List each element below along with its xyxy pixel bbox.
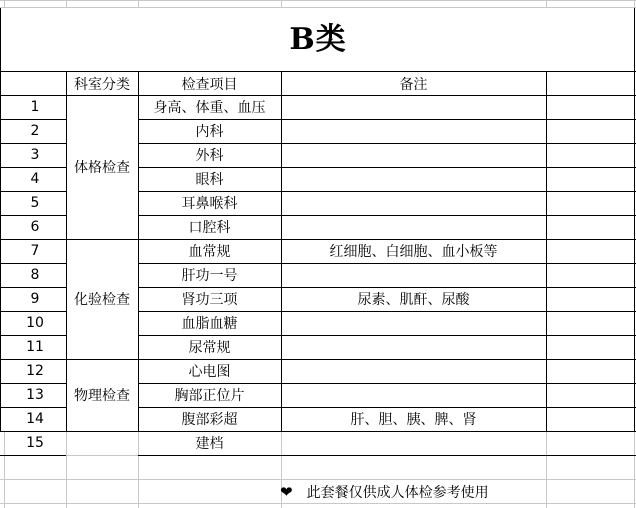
exam-item: 血脂血糖 [181, 316, 238, 332]
gridline [546, 431, 547, 508]
note-cell [281, 359, 546, 383]
row-number: 10 [26, 315, 44, 331]
heart-icon: ❤ [280, 483, 293, 501]
note-cell [281, 95, 546, 119]
table-border [546, 71, 547, 431]
group-physical-exam: 体格检查 [74, 160, 130, 176]
note-cell [281, 431, 546, 455]
note-cell [281, 383, 546, 407]
footer-text: 此套餐仅供成人体检参考使用 [306, 485, 489, 501]
row-number: 2 [30, 123, 40, 139]
exam-item: 腹部彩超 [181, 412, 238, 428]
note-cell [281, 335, 546, 359]
row-number: 8 [30, 267, 40, 283]
row-number: 5 [30, 195, 40, 211]
note-cell: 肝、胆、胰、脾、肾 [350, 412, 477, 428]
exam-item: 尿常规 [188, 340, 231, 356]
note-cell [281, 191, 546, 215]
exam-item: 外科 [195, 148, 224, 164]
note-cell [281, 167, 546, 191]
row-number: 7 [30, 243, 40, 259]
exam-item: 血常规 [188, 244, 231, 260]
row-number: 3 [30, 147, 40, 163]
table-border [138, 455, 636, 456]
header-blank [4, 72, 66, 95]
row-number: 14 [26, 411, 44, 427]
group-lab-tests: 化验检查 [74, 292, 130, 308]
row-number: 11 [26, 339, 44, 355]
row-number: 1 [30, 99, 40, 115]
exam-item: 肝功一号 [181, 268, 238, 284]
table-border [0, 455, 66, 456]
row-number: 12 [26, 363, 44, 379]
row-number: 15 [26, 435, 44, 451]
exam-item: 身高、体重、血压 [153, 100, 266, 116]
exam-item: 眼科 [195, 172, 224, 188]
note-cell [281, 311, 546, 335]
note-cell: 尿素、肌酐、尿酸 [357, 292, 470, 308]
row-number: 13 [26, 387, 44, 403]
exam-item: 口腔科 [188, 220, 231, 236]
exam-item: 内科 [195, 124, 224, 140]
gridline [66, 431, 67, 508]
exam-item: 建档 [195, 436, 224, 452]
note-cell [281, 143, 546, 167]
row-number: 9 [30, 291, 40, 307]
footer-note [280, 480, 489, 504]
gridline [634, 431, 635, 508]
exam-item: 耳鼻喉科 [181, 196, 238, 212]
note-cell: 红细胞、白细胞、血小板等 [329, 244, 498, 260]
note-cell [281, 119, 546, 143]
row-number: 6 [30, 219, 40, 235]
group-imaging-tests: 物理检查 [74, 388, 130, 404]
note-cell [281, 263, 546, 287]
header-department: 科室分类 [74, 76, 130, 93]
exam-item: 心电图 [188, 364, 231, 380]
row-number: 4 [30, 171, 40, 187]
exam-item: 胸部正位片 [174, 388, 245, 404]
header-item: 检查项目 [181, 76, 238, 93]
sheet-title: B类 [289, 22, 347, 57]
header-note: 备注 [399, 76, 428, 93]
exam-item: 肾功三项 [181, 292, 238, 308]
note-cell [281, 215, 546, 239]
